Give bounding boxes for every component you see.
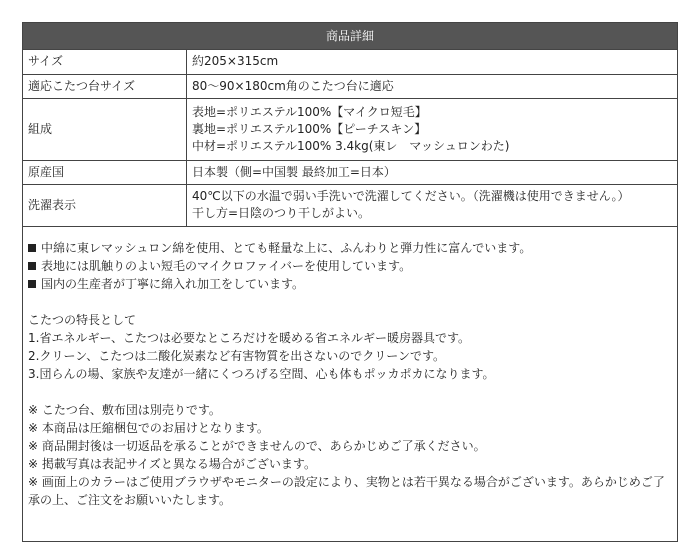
note-item: ※ 商品開封後は一切返品を承ることができませんので、あらかじめご了承ください。 (28, 438, 486, 453)
spec-value: 約205×315cm (187, 50, 678, 74)
product-detail-panel (22, 22, 678, 542)
bullet-square-icon (28, 244, 36, 252)
spec-key: 洗濯表示 (23, 184, 187, 226)
spec-row-origin (23, 160, 677, 184)
note-item: ※ 掲載写真は表記サイズと異なる場合がございます。 (28, 456, 316, 471)
feature-item: 1.省エネルギー、こたつは必要なところだけを暖める省エネルギー暖房器具です。 (28, 330, 471, 345)
spec-key: サイズ (23, 50, 187, 74)
bullet-square-icon (28, 280, 36, 288)
spec-row-kotatsu-size (23, 74, 677, 98)
spec-row-washing (23, 184, 677, 226)
note-item: ※ 画面上のカラーはご使用ブラウザやモニターの設定により、実物とは若干異なる場合がございます。あらかじめご了承の上、ご注文をお願いいたします。 (28, 474, 665, 507)
spec-key: 適応こたつ台サイズ (23, 74, 187, 98)
spec-table (23, 50, 677, 227)
features-title: こたつの特長として (28, 312, 137, 327)
bullet-square-icon (28, 262, 36, 270)
panel-title: 商品詳細 (23, 23, 677, 50)
feature-item: 3.団らんの場、家族や友達が一緒にくつろげる空間、心も体もポッカポカになります。 (28, 366, 495, 381)
spec-value: 40℃以下の水温で弱い手洗いで洗濯してください。（洗濯機は使用できません。） 干し方=日陰のつり干しがよい。 (187, 184, 678, 226)
feature-item: 2.クリーン、こたつは二酸化炭素など有害物質を出さないのでクリーンです。 (28, 348, 446, 363)
bullet-item: 国内の生産者が丁寧に綿入れ加工をしています。 (28, 275, 673, 293)
spec-row-composition (23, 98, 677, 160)
spec-key: 組成 (23, 98, 187, 160)
spec-row-size (23, 50, 677, 74)
spec-value: 日本製（側=中国製 最終加工=日本） (187, 160, 678, 184)
note-item: ※ こたつ台、敷布団は別売りです。 (28, 402, 221, 417)
spec-key: 原産国 (23, 160, 187, 184)
spec-value: 80～90×180cm角のこたつ台に適応 (187, 74, 678, 98)
bullet-item: 中綿に東レマッシュロン綿を使用、とても軽量な上に、ふんわりと弾力性に富んでいます。 (28, 239, 673, 257)
bullet-item: 表地には肌触りのよい短毛のマイクロファイバーを使用しています。 (28, 257, 673, 275)
spec-value: 表地=ポリエステル100%【マイクロ短毛】 裏地=ポリエステル100%【ピーチスキン】 中材=ポリエステル100% 3.4kg(東レ マッシュロンわた) (187, 98, 678, 160)
description-block (23, 227, 677, 509)
note-item: ※ 本商品は圧縮梱包でのお届けとなります。 (28, 420, 269, 435)
